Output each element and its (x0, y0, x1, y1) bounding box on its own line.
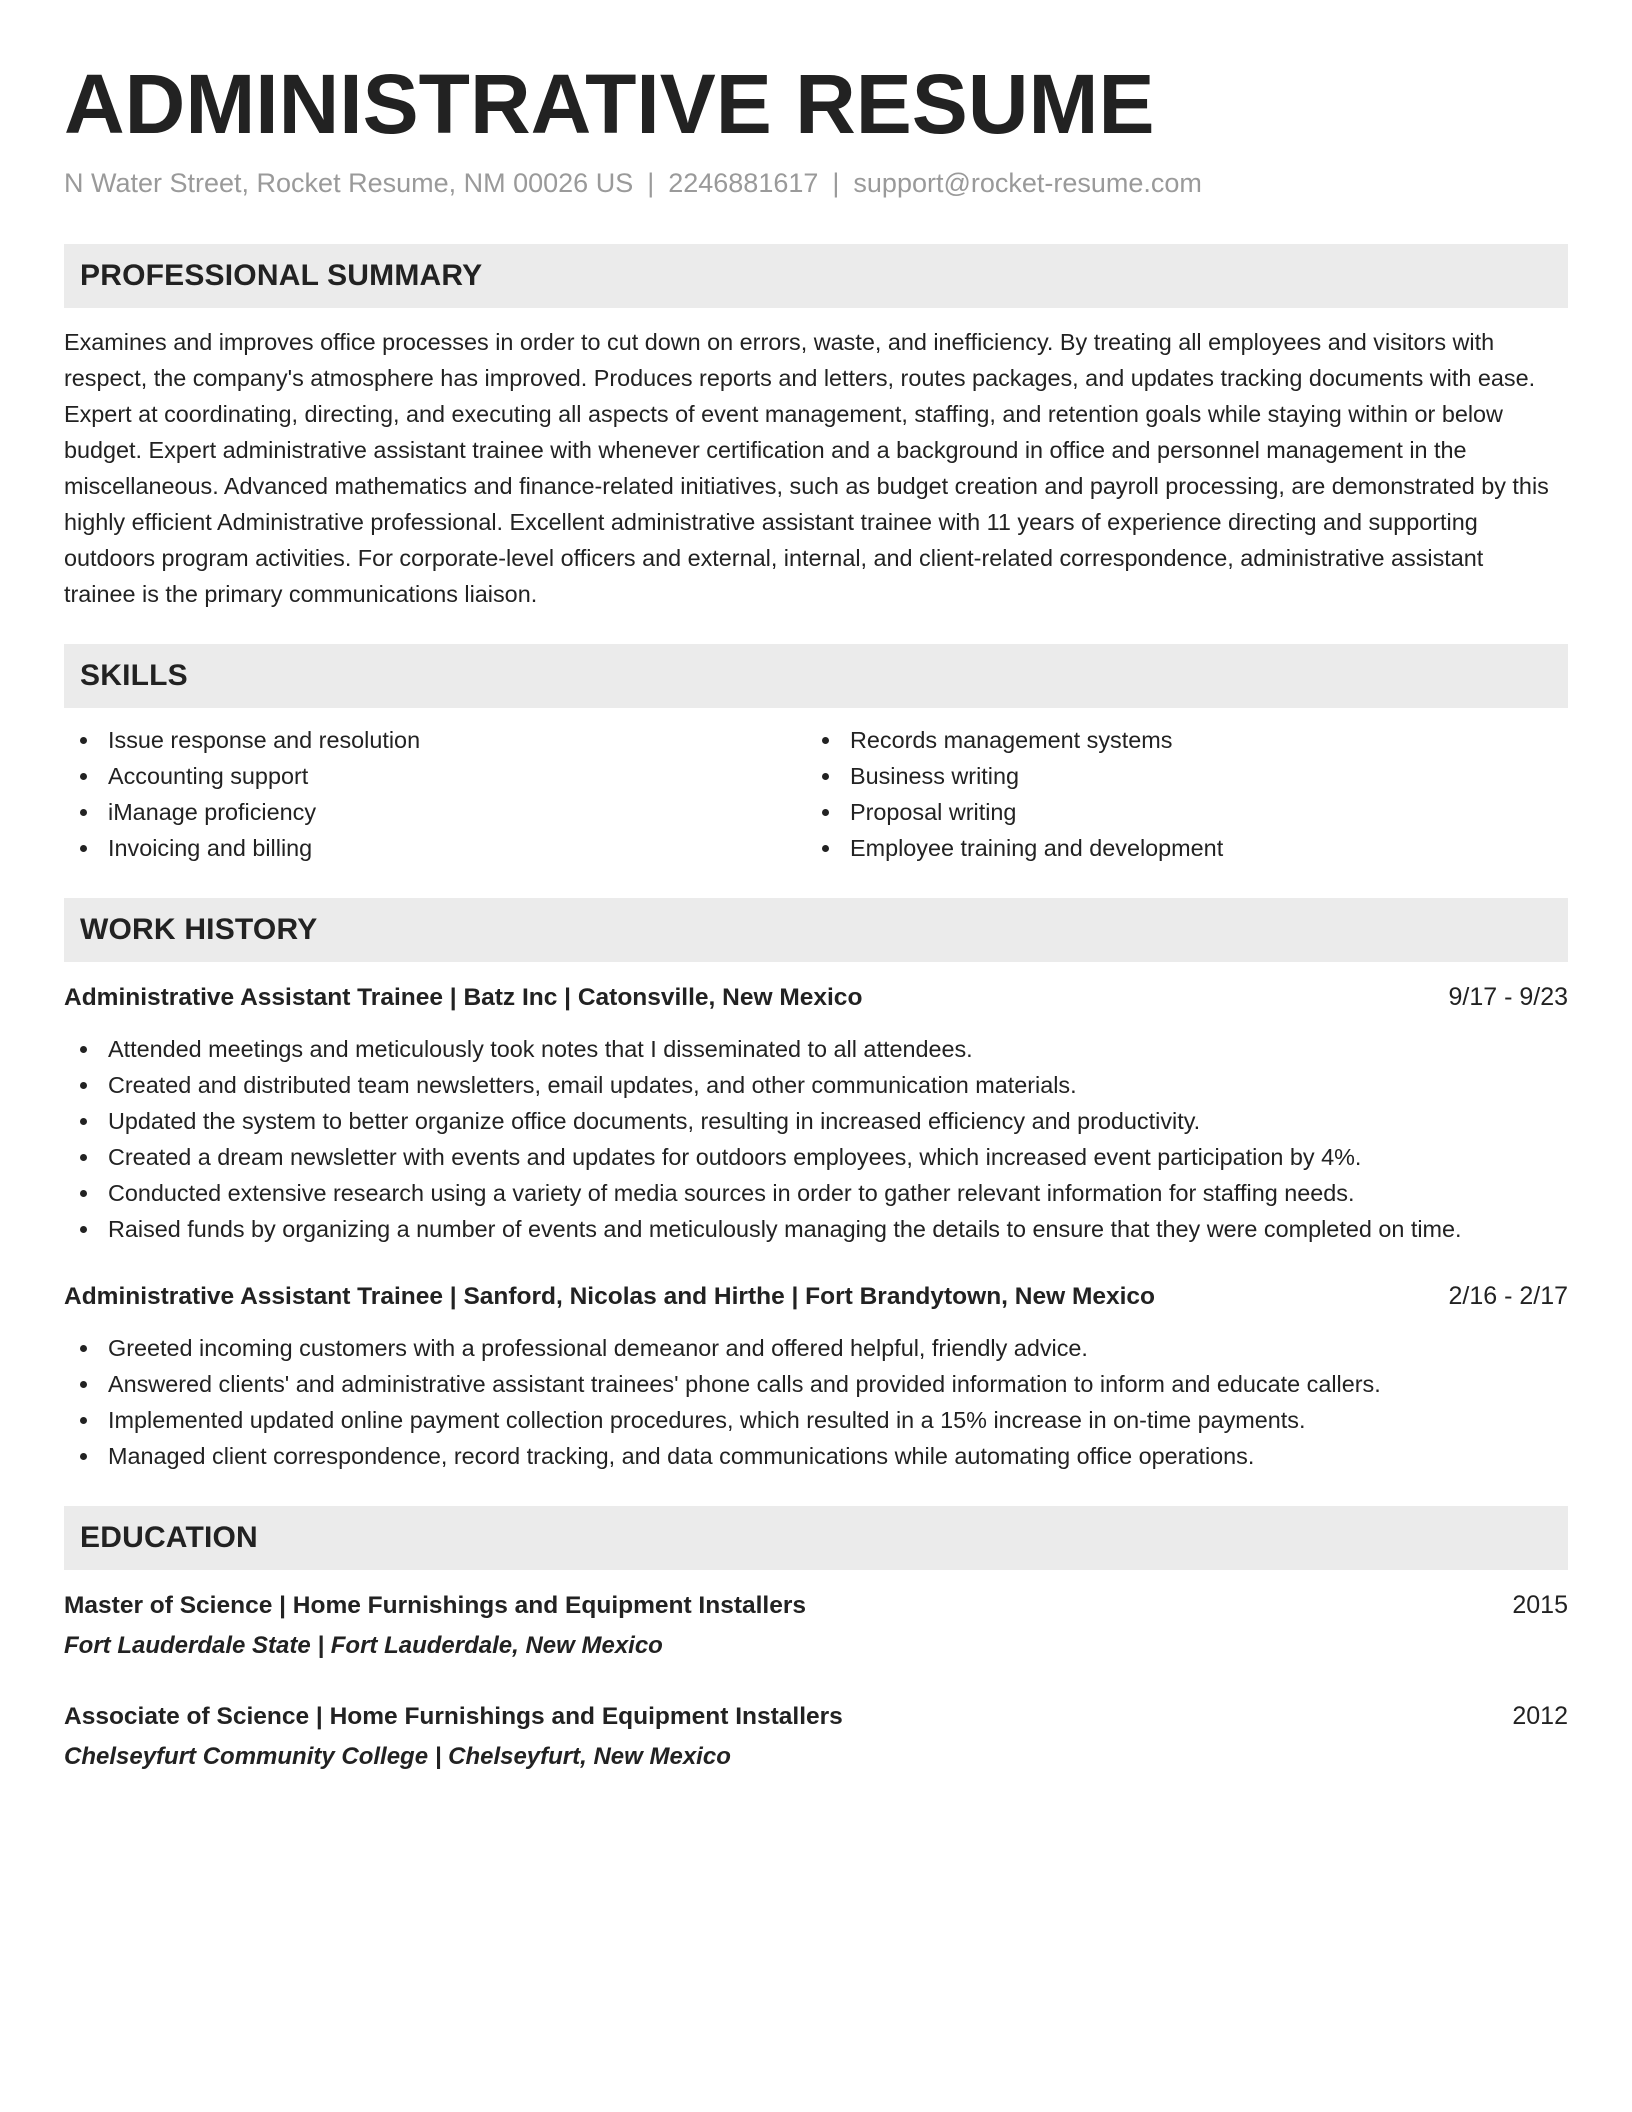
education-header (64, 1588, 1568, 1623)
section-heading-summary: PROFESSIONAL SUMMARY (64, 244, 1568, 308)
job-bullets (64, 1330, 1568, 1474)
education-school: Fort Lauderdale State | Fort Lauderdale, New Mexico (64, 1632, 663, 1659)
skill-item: Issue response and resolution (64, 722, 804, 758)
contact-separator: | (647, 168, 655, 198)
section-heading-work-history: WORK HISTORY (64, 898, 1568, 962)
education-header (64, 1699, 1568, 1734)
job-bullet: Created and distributed team newsletters, email updates, and other communication materials. (64, 1067, 1568, 1103)
job-title: Administrative Assistant Trainee | Sanford, Nicolas and Hirthe | Fort Brandytown, New Mexico (64, 1283, 1156, 1310)
education-entry (64, 1588, 1568, 1663)
job-header (64, 1279, 1568, 1314)
skill-item: Invoicing and billing (64, 830, 804, 866)
contact-separator: | (832, 168, 840, 198)
education-degree: Master of Science | Home Furnishings and Equipment Installers (64, 1592, 807, 1619)
job-dates: 2/16 - 2/17 (1448, 1282, 1568, 1310)
job-bullets (64, 1031, 1568, 1247)
job-title: Administrative Assistant Trainee | Batz Inc | Catonsville, New Mexico (64, 984, 863, 1011)
job-bullet: Answered clients' and administrative assistant trainees' phone calls and provided information to inform and educate callers. (64, 1366, 1568, 1402)
education-degree: Associate of Science | Home Furnishings and Equipment Installers (64, 1703, 843, 1730)
skill-item: iManage proficiency (64, 794, 804, 830)
education-year: 2015 (1512, 1591, 1568, 1619)
job-bullet: Managed client correspondence, record tracking, and data communications while automating office operations. (64, 1438, 1568, 1474)
contact-phone: 2246881617 (668, 168, 819, 198)
skill-item: Accounting support (64, 758, 804, 794)
section-heading-education: EDUCATION (64, 1506, 1568, 1570)
job-bullet: Conducted extensive research using a variety of media sources in order to gather relevant information for staffing needs. (64, 1175, 1568, 1211)
resume-title: ADMINISTRATIVE RESUME (64, 57, 1155, 151)
job-entry (64, 1279, 1568, 1474)
skill-item: Business writing (806, 758, 1546, 794)
education-school: Chelseyfurt Community College | Chelseyfurt, New Mexico (64, 1743, 731, 1770)
job-bullet: Implemented updated online payment collection procedures, which resulted in a 15% increase in on-time payments. (64, 1402, 1568, 1438)
education-entry (64, 1699, 1568, 1774)
job-entry (64, 980, 1568, 1247)
job-bullet: Attended meetings and meticulously took notes that I disseminated to all attendees. (64, 1031, 1568, 1067)
education-year: 2012 (1512, 1702, 1568, 1730)
job-bullet: Greeted incoming customers with a professional demeanor and offered helpful, friendly advice. (64, 1330, 1568, 1366)
skills-column-right (806, 722, 1546, 866)
job-dates: 9/17 - 9/23 (1448, 983, 1568, 1011)
job-bullet: Updated the system to better organize office documents, resulting in increased efficiency and productivity. (64, 1103, 1568, 1139)
summary-text: Examines and improves office processes in order to cut down on errors, waste, and inefficiency. By treating all employees and visitors with respect, the company's atmosphere has improved. Produces reports and letters, routes packages, and updates tracking documents with ease. Expert at coordinating, directing, and executing all aspects of event management, staffing, and retention goals while staying within or below budget. Expert administrative assistant trainee with whenever certification and a background in office and personnel management in the miscellaneous. Advanced mathematics and finance-related initiatives, such as budget creation and payroll processing, are demonstrated by this highly efficient Administrative professional. Excellent administrative assistant trainee with 11 years of experience directing and supporting outdoors program activities. For corporate-level officers and external, internal, and client-related correspondence, administrative assistant trainee is the primary communications liaison. (64, 329, 1549, 607)
skills-column-left (64, 722, 804, 866)
section-heading-skills: SKILLS (64, 644, 1568, 708)
contact-address: N Water Street, Rocket Resume, NM 00026 US (64, 168, 634, 198)
job-bullet: Raised funds by organizing a number of events and meticulously managing the details to ensure that they were completed on time. (64, 1211, 1568, 1247)
job-header (64, 980, 1568, 1015)
contact-email: support@rocket-resume.com (853, 168, 1202, 198)
skill-item: Proposal writing (806, 794, 1546, 830)
skill-item: Employee training and development (806, 830, 1546, 866)
skills-list (64, 722, 1568, 866)
skill-item: Records management systems (806, 722, 1546, 758)
job-bullet: Created a dream newsletter with events and updates for outdoors employees, which increased event participation by 4%. (64, 1139, 1568, 1175)
contact-line (64, 166, 1568, 200)
